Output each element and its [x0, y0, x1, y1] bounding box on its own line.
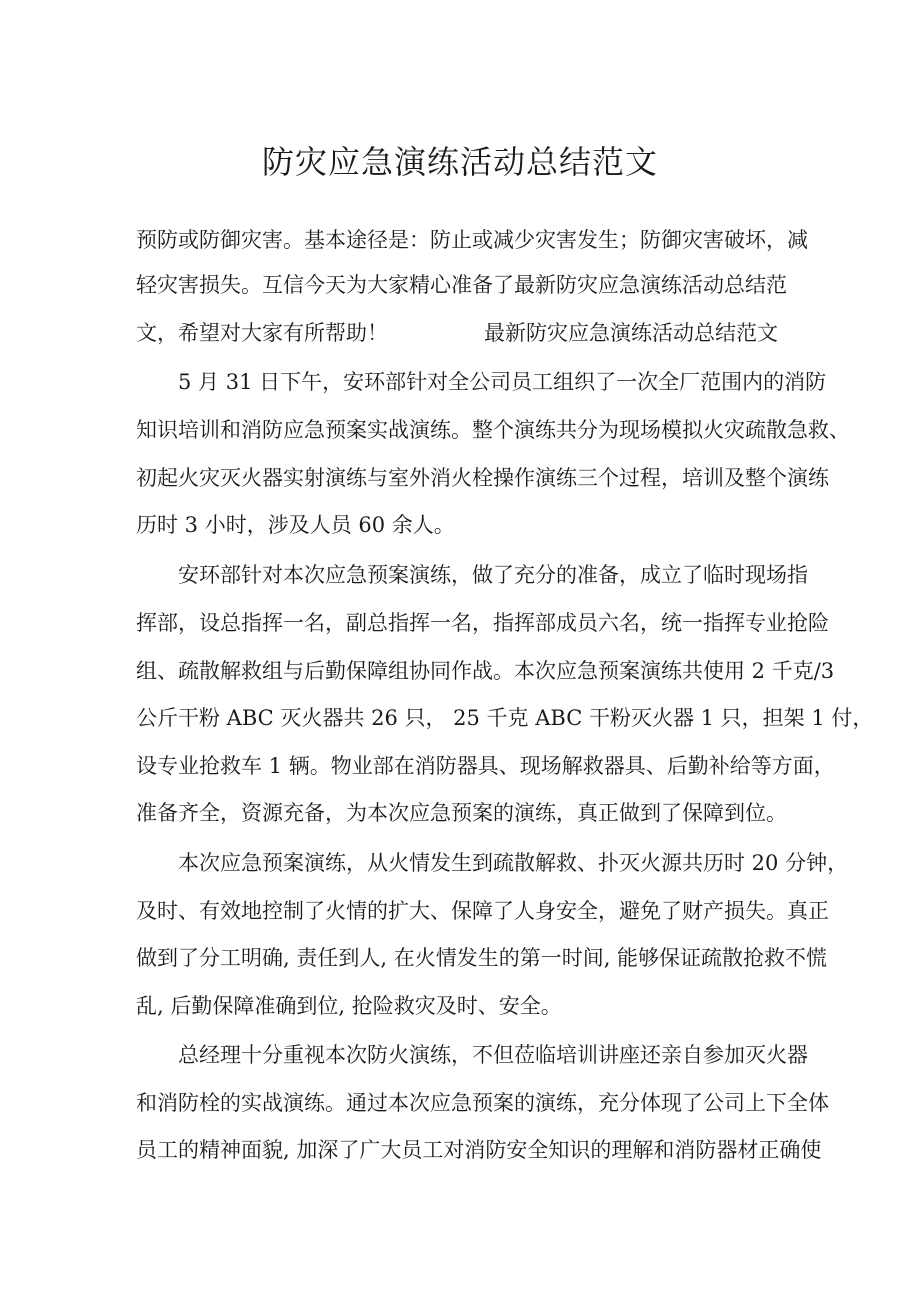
paragraph-line: 员工的精神面貌, 加深了广大员工对消防安全知识的理解和消防器材正确使 [136, 1138, 822, 1162]
intro-text: 文，希望对大家有所帮助！ [136, 321, 388, 345]
paragraph-line: 乱, 后勤保障准确到位, 抢险救灾及时、安全。 [136, 994, 562, 1018]
paragraph-line: 做到了分工明确, 责任到人, 在火情发生的第一时间, 能够保证疏散抢救不慌 [136, 946, 828, 970]
intro-line: 预防或防御灾害。基本途径是：防止或减少灾害发生；防御灾害破坏，减 [136, 228, 808, 252]
paragraph-line: 及时、有效地控制了火情的扩大、保障了人身安全，避免了财产损失。真正 [136, 899, 829, 923]
paragraph-line: 准备齐全，资源充备，为本次应急预案的演练，真正做到了保障到位。 [136, 801, 787, 825]
paragraph-line: 5 月 31 日下午，安环部针对全公司员工组织了一次全厂范围内的消防 [178, 370, 827, 394]
paragraph-line: 设专业抢救车 1 辆。物业部在消防器具、现场解救器具、后勤补给等方面， [136, 754, 835, 778]
intro-line [136, 318, 778, 348]
paragraph-line: 和消防栓的实战演练。通过本次应急预案的演练，充分体现了公司上下全体 [136, 1091, 829, 1115]
intro-subtitle: 最新防灾应急演练活动总结范文 [484, 321, 778, 345]
paragraph-line: 初起火灾灭火器实射演练与室外消火栓操作演练三个过程，培训及整个演练 [136, 466, 829, 490]
intro-line: 轻灾害损失。互信今天为大家精心准备了最新防灾应急演练活动总结范 [136, 273, 787, 297]
paragraph-line: 总经理十分重视本次防火演练，不但莅临培训讲座还亲自参加灭火器 [178, 1043, 808, 1067]
paragraph-line: 组、疏散解救组与后勤保障组协同作战。本次应急预案演练共使用 2 千克/3 [136, 659, 835, 683]
paragraph-line: 本次应急预案演练，从火情发生到疏散解救、扑灭火源共历时 20 分钟， [178, 851, 849, 875]
paragraph-line: 历时 3 小时，涉及人员 60 余人。 [136, 513, 455, 537]
paragraph-line: 公斤干粉 ABC 灭火器共 26 只， 25 千克 ABC 干粉灭火器 1 只，担架 1 付， [136, 706, 874, 730]
paragraph-line: 知识培训和消防应急预案实战演练。整个演练共分为现场模拟火灾疏散急救、 [136, 418, 850, 442]
document-title: 防灾应急演练活动总结范文 [261, 143, 658, 181]
paragraph-line: 安环部针对本次应急预案演练，做了充分的准备，成立了临时现场指 [178, 563, 808, 587]
paragraph-line: 挥部，设总指挥一名，副总指挥一名，指挥部成员六名，统一指挥专业抢险 [136, 611, 829, 635]
